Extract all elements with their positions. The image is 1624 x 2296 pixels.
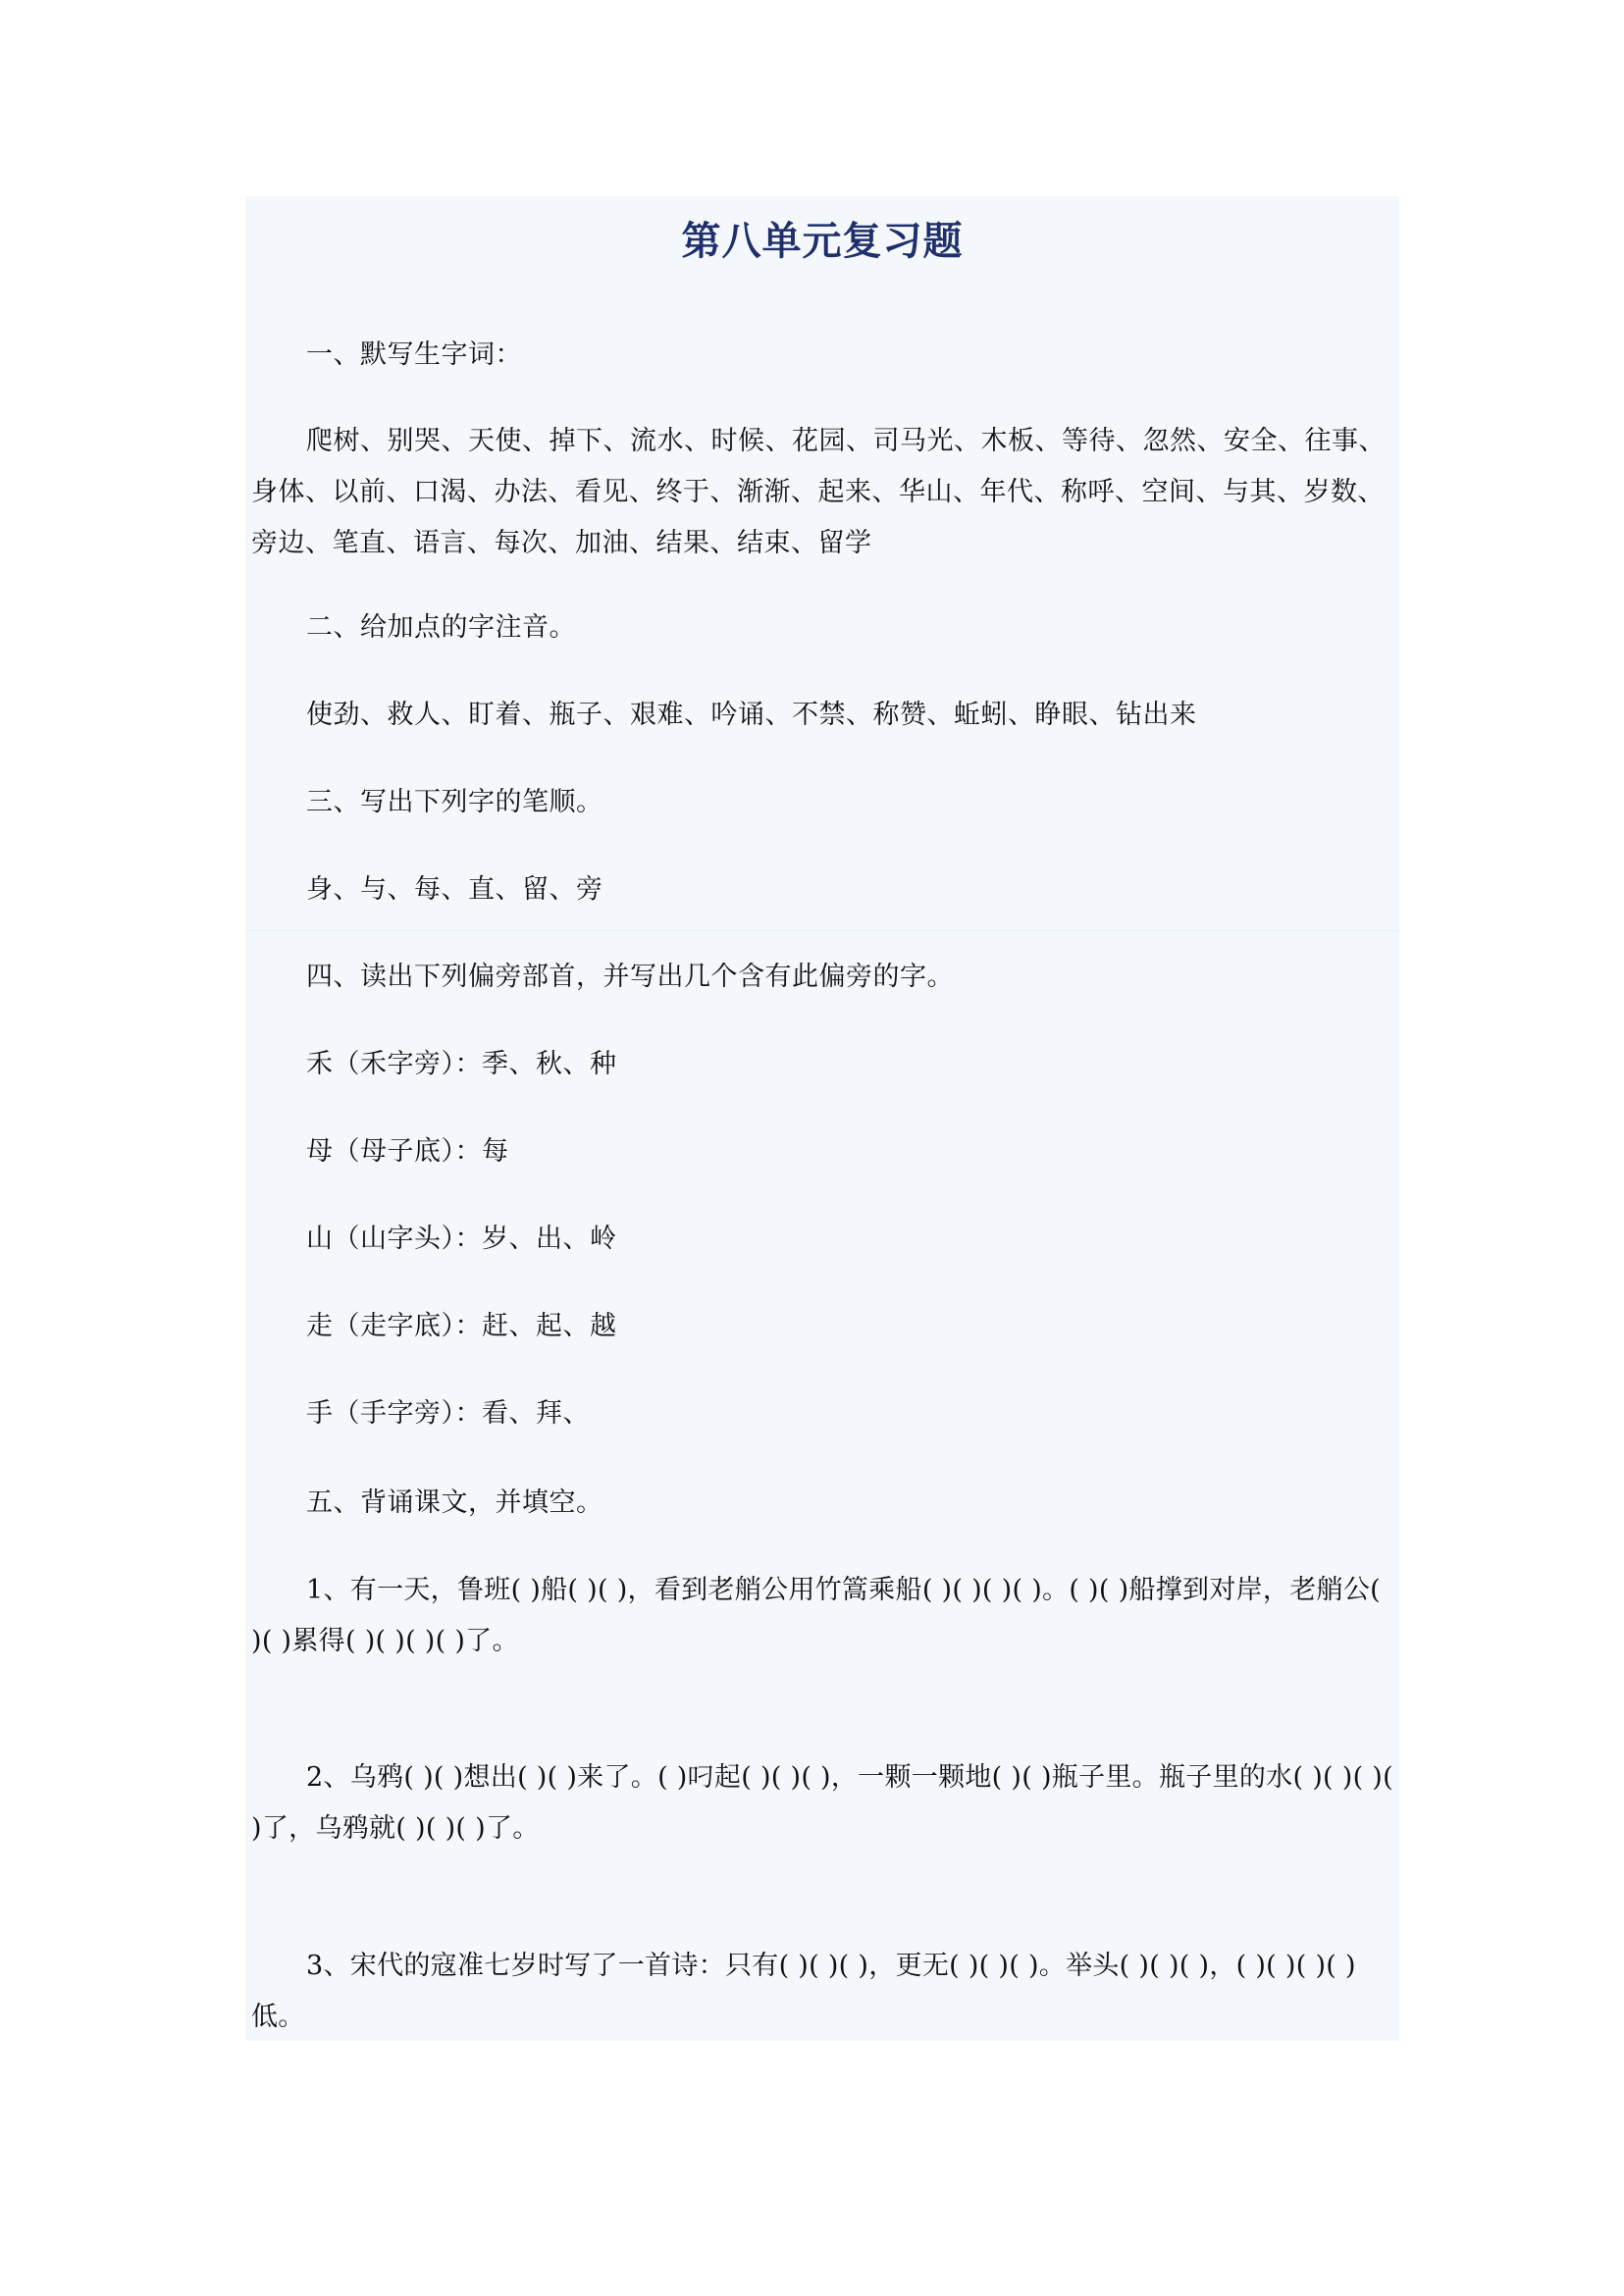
document-title: 第八单元复习题: [681, 219, 964, 264]
radical-item-hand: 手（手字旁）：看、拜、: [306, 1398, 590, 1429]
document-page: [245, 196, 1399, 2041]
radical-item-mountain: 山（山字头）：岁、出、岭: [306, 1224, 617, 1254]
radical-item-walk: 走（走字底）：赶、起、越: [306, 1311, 617, 1341]
section-3-char-list: 身、与、每、直、留、旁: [306, 874, 603, 905]
radical-item-grain: 禾（禾字旁）：季、秋、种: [306, 1049, 617, 1079]
section-1-word-list: 爬树、别哭、天使、掉下、流水、时候、花园、司马光、木板、等待、忽然、安全、往事、身体、以前、口渴、办法、看见、终于、渐渐、起来、华山、年代、称呼、空间、与其、岁数、旁边、笔直、语言、每次、加油、结果、结束、留学: [251, 426, 1386, 558]
section-2-heading: 二、给加点的字注音。: [306, 612, 576, 643]
radical-item-mother: 母（母子底）：每: [306, 1136, 509, 1167]
section-2-word-list: 使劲、救人、盯着、瓶子、艰难、吟诵、不禁、称赞、蚯蚓、睁眼、钻出来: [306, 700, 1197, 730]
fill-in-question-2: 2、乌鸦( )( )想出( )( )来了。( )叼起( )( )( )，一颗一颗地( )( )瓶子里。瓶子里的水( )( )( )( )了，乌鸦就( )( )( )了。: [251, 1762, 1393, 1844]
section-3-heading: 三、写出下列字的笔顺。: [306, 787, 603, 817]
page-seam-divider: [245, 930, 1399, 931]
section-4-heading: 四、读出下列偏旁部首，并写出几个含有此偏旁的字。: [306, 962, 954, 992]
fill-in-question-3: 3、宋代的寇准七岁时写了一首诗：只有( )( )( )，更无( )( )( )。举头( )( )( )，( )( )( )( )低。: [251, 1951, 1356, 2032]
section-1-heading: 一、默写生字词：: [306, 339, 522, 370]
section-5-heading: 五、背诵课文，并填空。: [306, 1487, 603, 1518]
fill-in-question-1: 1、有一天，鲁班( )船( )( )，看到老艄公用竹篙乘船( )( )( )( )。( )( )船撑到对岸，老艄公( )( )累得( )( )( )( )了。: [251, 1575, 1381, 1656]
